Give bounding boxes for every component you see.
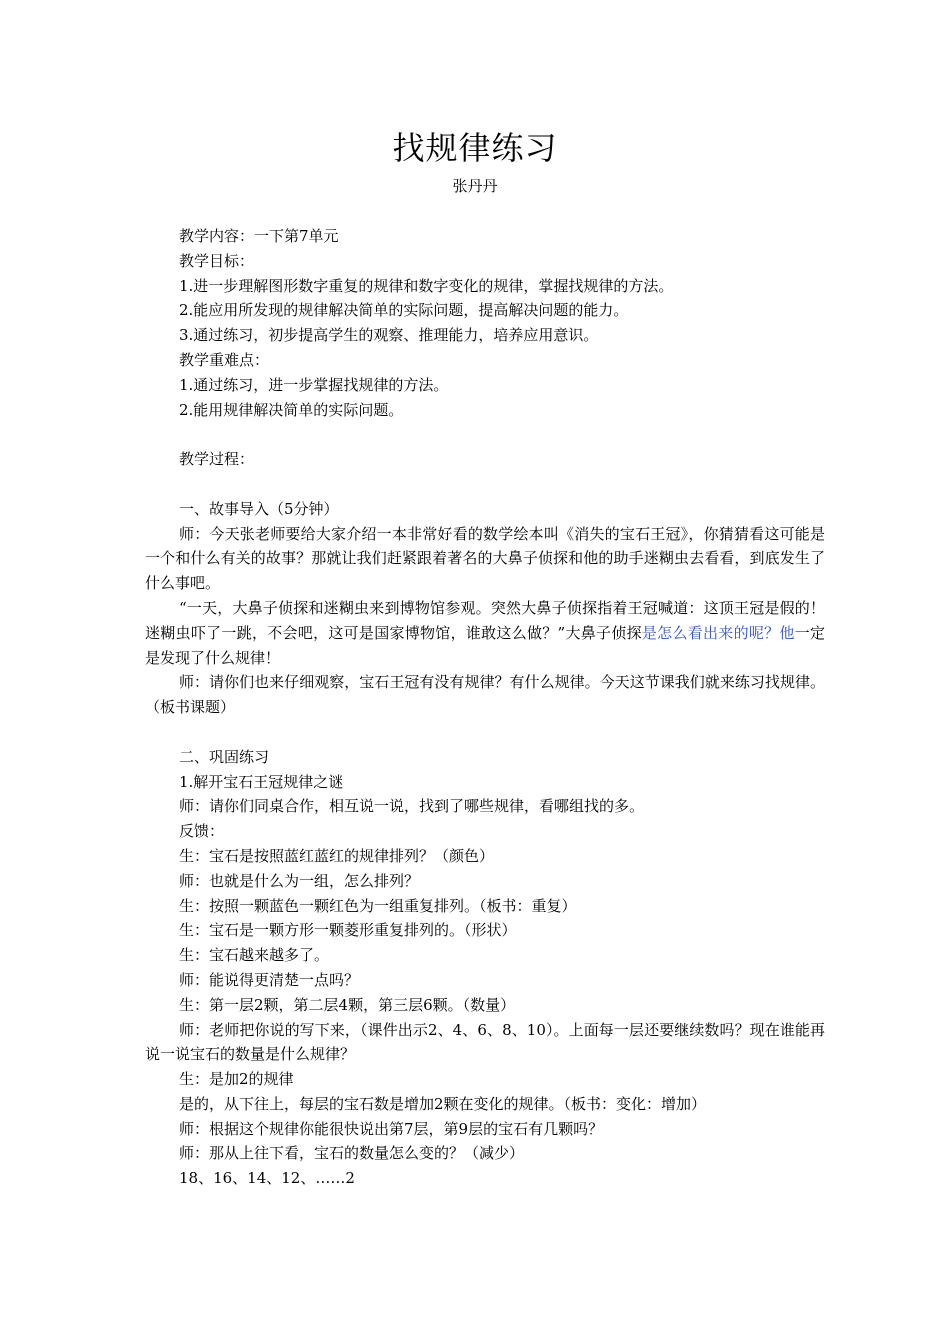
teaching-goals-heading: 教学目标： (179, 251, 255, 270)
teaching-content-line: 教学内容：一下第7单元 (179, 227, 339, 245)
section-1-heading: 一、故事导入（5分钟） (179, 499, 339, 518)
dialogue-line: 师：那从上往下看，宝石的数量怎么变的？（减少） (179, 1144, 525, 1163)
spacer (145, 422, 825, 447)
goal-item-1: 1.进一步理解图形数字重复的规律和数字变化的规律，掌握找规律的方法。 (179, 276, 674, 295)
spacer (145, 472, 825, 497)
dialogue-paragraph: 师：老师把你说的写下来，（课件出示2、4、6、8、10）。上面每一层还要继续数吗？现在谁能再说一说宝石的数量是什么规律？ (145, 1020, 825, 1064)
section-2-subheading: 1.解开宝石王冠规律之谜 (179, 772, 344, 791)
spacer (145, 720, 825, 745)
document-title: 找规律练习 (392, 129, 558, 167)
dialogue-line: 师：也就是什么为一组，怎么排列？ (179, 871, 420, 890)
document-body (145, 224, 825, 1191)
dialogue-line: 生：宝石是按照蓝红蓝红的规律排列？（颜色） (179, 846, 495, 865)
highlighted-text: 是怎么看出来的呢？他 (641, 623, 795, 642)
key-point-1: 1.通过练习，进一步掌握找规律的方法。 (179, 375, 449, 394)
section-1-paragraph-3: 师：请你们也来仔细观察，宝石王冠有没有规律？有什么规律。今天这节课我们就来练习找规律。（板书课题） (145, 673, 825, 717)
dialogue-line: 师：请你们同桌合作，相互说一说，找到了哪些规律，看哪组找的多。 (179, 797, 645, 816)
goal-item-2: 2.能应用所发现的规律解决简单的实际问题，提高解决问题的能力。 (179, 301, 629, 320)
dialogue-line: 师：能说得更清楚一点吗？ (179, 970, 360, 989)
dialogue-line: 生：按照一颗蓝色一颗红色为一组重复排列。（板书：重复） (179, 896, 577, 915)
story-text: “一天，大鼻子侦探和迷糊虫来到博物馆参观。突然大鼻子侦探指着王冠喊道：这顶王冠是假的！迷糊虫吓了一跳，不会吧，这可是国家博物馆，谁敢这么做？”大鼻子侦探 (145, 598, 825, 642)
dialogue-line: 师：根据这个规律你能很快说出第7层，第9层的宝石有几颗吗？ (179, 1119, 604, 1138)
goal-item-3: 3.通过练习，初步提高学生的观察、推理能力，培养应用意识。 (179, 326, 599, 345)
number-sequence: 18、16、14、12、……2 (179, 1169, 355, 1188)
key-point-2: 2.能用规律解决简单的实际问题。 (179, 400, 404, 419)
dialogue-line: 生：宝石越来越多了。 (179, 946, 330, 965)
dialogue-line: 生：第一层2颗，第二层4颗，第三层6颗。（数量） (179, 995, 516, 1014)
section-1-paragraph-2 (145, 596, 825, 670)
section-1-paragraph-1: 师：今天张老师要给大家介绍一本非常好看的数学绘本叫《消失的宝石王冠》，你猜猜看这可能是一个和什么有关的故事？那就让我们赶紧跟着著名的大鼻子侦探和他的助手迷糊虫去看看，到底发生了什么事吧。 (145, 524, 825, 593)
dialogue-line: 是的，从下往上，每层的宝石数是增加2颗在变化的规律。（板书：变化：增加） (179, 1094, 707, 1113)
dialogue-line: 生：是加2的规律 (179, 1070, 294, 1089)
dialogue-line: 生：宝石是一颗方形一颗菱形重复排列的。（形状） (179, 921, 517, 940)
document-author: 张丹丹 (452, 177, 498, 195)
section-2-heading: 二、巩固练习 (179, 747, 270, 766)
key-points-heading: 教学重难点： (179, 350, 270, 369)
story-text-end: 一定是发现了什么规律！ (145, 623, 825, 667)
process-heading: 教学过程： (179, 450, 255, 469)
dialogue-line: 反馈： (179, 822, 225, 841)
